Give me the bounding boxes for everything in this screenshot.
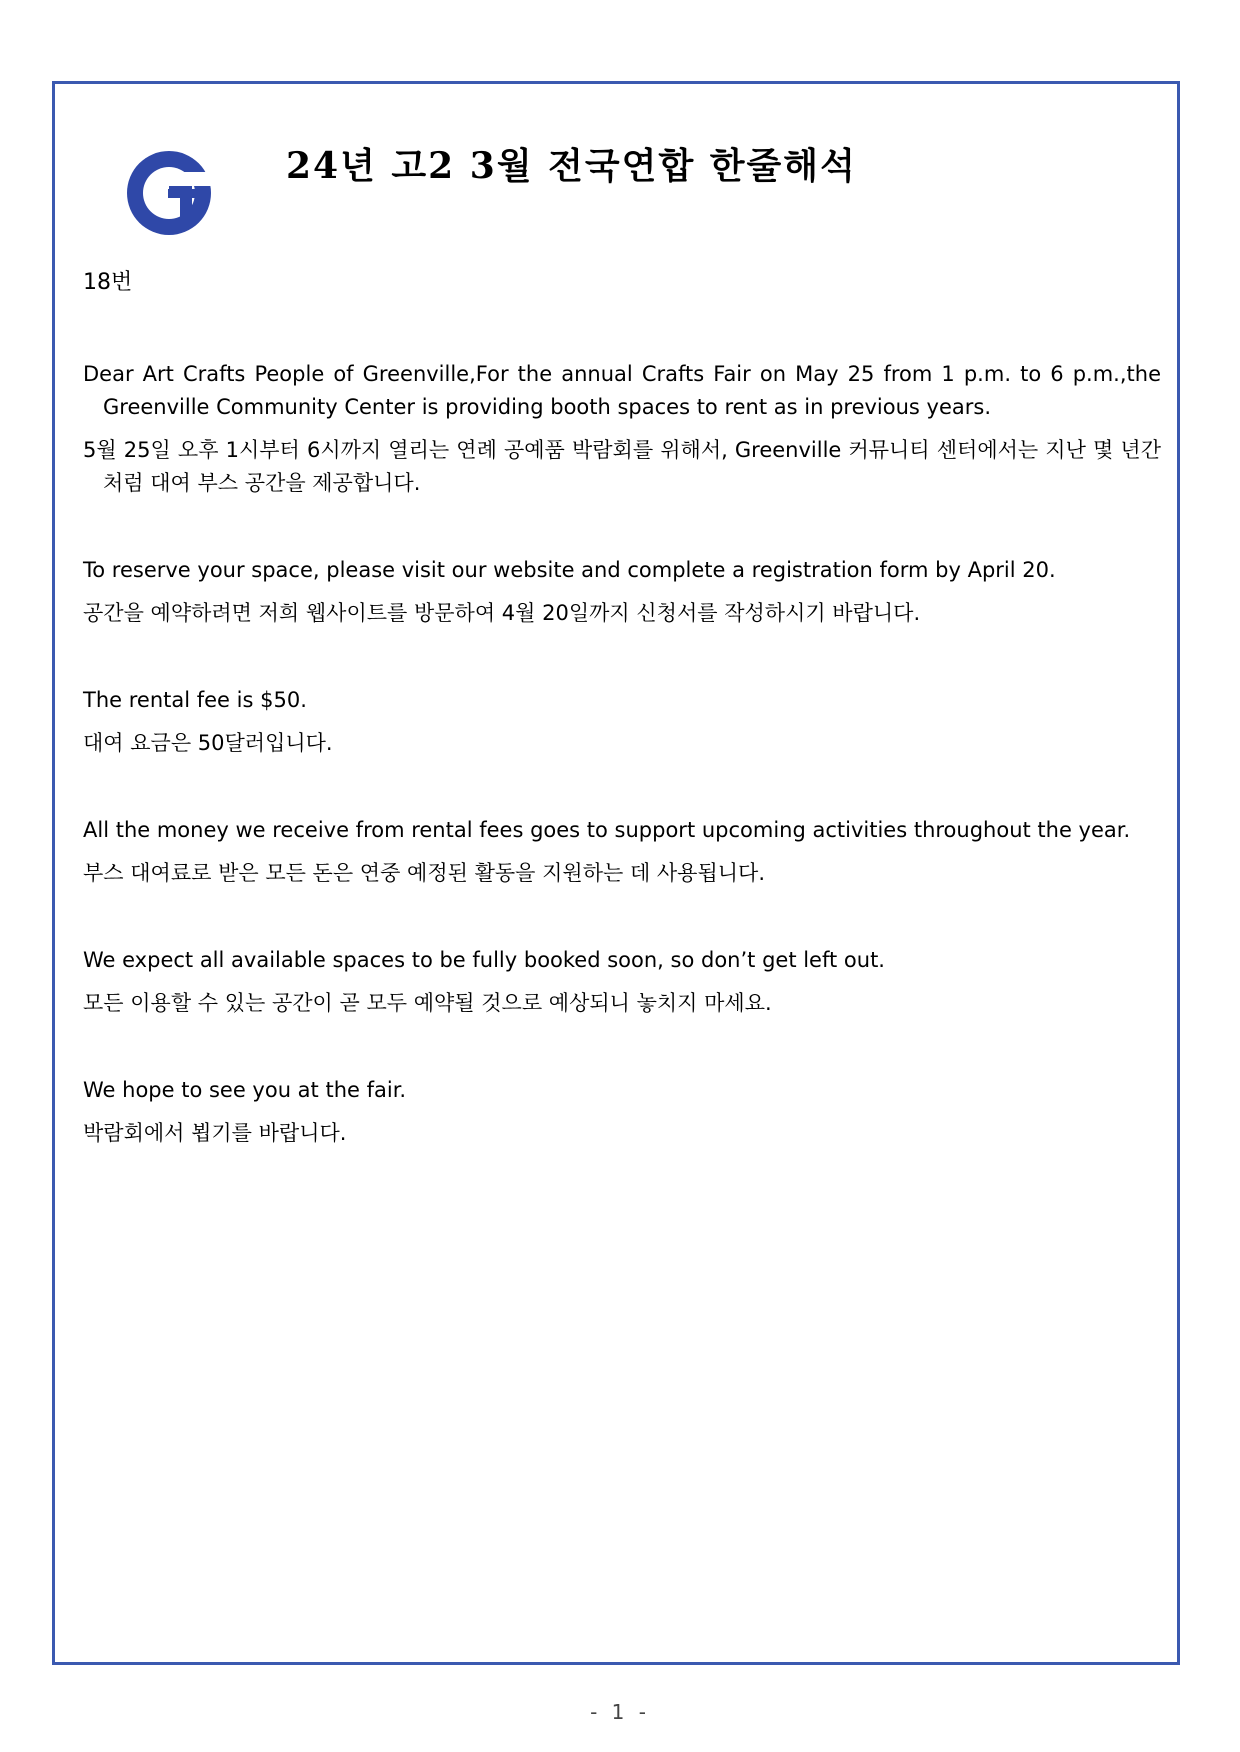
page-title: 24년 고2 3월 전국연합 한줄해석 [286, 145, 857, 187]
sentence-pair [83, 1074, 1161, 1150]
english-sentence: We hope to see you at the fair. [83, 1078, 407, 1102]
english-sentence: We expect all available spaces to be fully booked soon, so don’t get left out. [83, 948, 885, 972]
english-sentence: All the money we receive from rental fees goes to support upcoming activities throughout the year. [83, 818, 1131, 842]
korean-translation: 대여 요금은 50달러입니다. [83, 731, 333, 755]
korean-translation: 부스 대여료로 받은 모든 돈은 연중 예정된 활동을 지원하는 데 사용됩니다. [83, 861, 766, 885]
sentence-pair [83, 358, 1161, 500]
gt-logo-icon [124, 148, 214, 238]
english-sentence: The rental fee is $50. [83, 688, 307, 712]
korean-translation: 공간을 예약하려면 저희 웹사이트를 방문하여 4월 20일까지 신청서를 작성하시기 바랍니다. [83, 601, 921, 625]
question-number: 18번 [83, 270, 133, 295]
page-number: - 1 - [590, 1700, 650, 1724]
sentence-pair [83, 554, 1161, 630]
sentence-pair [83, 814, 1161, 890]
english-sentence: To reserve your space, please visit our website and complete a registration form by April 20. [83, 558, 1056, 582]
korean-translation: 박람회에서 뵙기를 바랍니다. [83, 1121, 347, 1145]
sentence-pair [83, 944, 1161, 1020]
sentence-list [83, 358, 1161, 1204]
korean-translation: 5월 25일 오후 1시부터 6시까지 열리는 연례 공예품 박람회를 위해서, Greenville 커뮤니티 센터에서는 지난 몇 년간처럼 대여 부스 공간을 제공합니다. [83, 438, 1161, 495]
sentence-pair [83, 684, 1161, 760]
korean-translation: 모든 이용할 수 있는 공간이 곧 모두 예약될 것으로 예상되니 놓치지 마세요. [83, 991, 772, 1015]
english-sentence: Dear Art Crafts People of Greenville,For the annual Crafts Fair on May 25 from 1 p.m. to 6 p.m.,the Greenville Community Center is providing booth spaces to rent as in previous years. [83, 362, 1161, 419]
